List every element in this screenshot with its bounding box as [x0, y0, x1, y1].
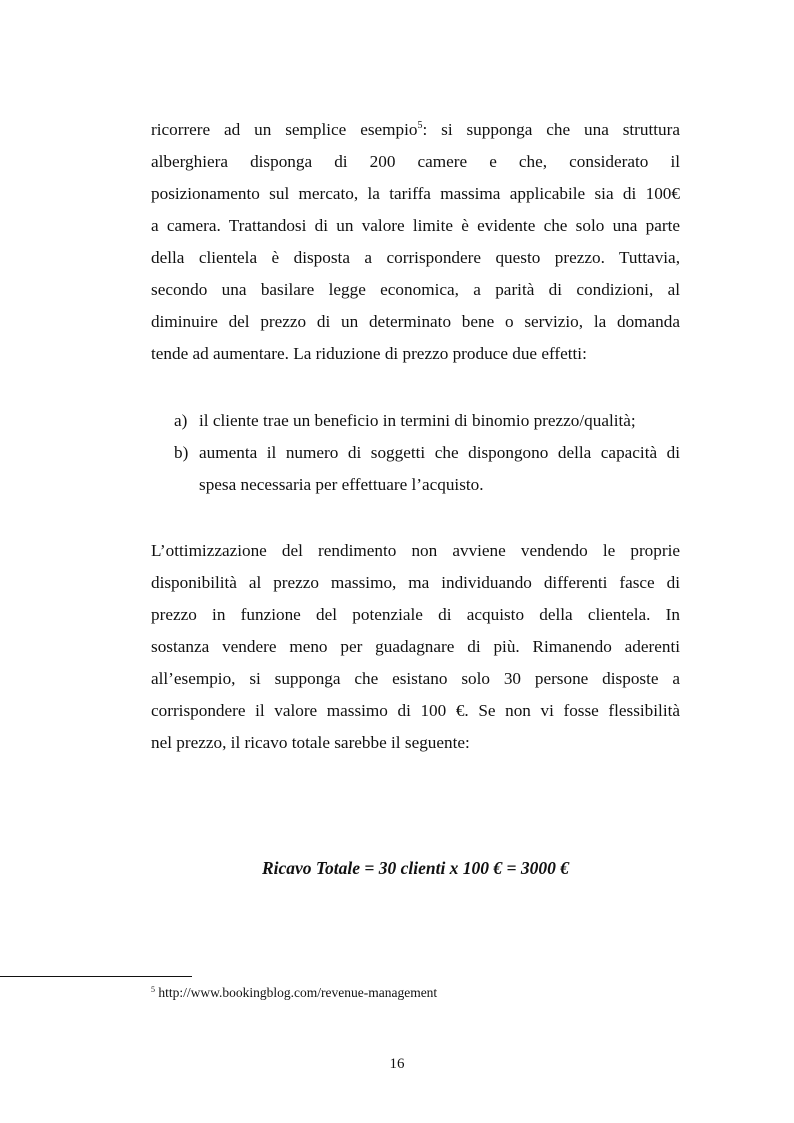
footnote-ref[interactable]: 5 — [417, 120, 423, 131]
paragraph-1-line: posizionamento sul mercato, la tariffa massima applicabile sia di 100€ — [151, 184, 680, 203]
list-item — [151, 437, 680, 469]
list-item-text: il cliente trae un beneficio in termini di binomio prezzo/qualità; — [199, 411, 636, 430]
list-item-continuation — [151, 469, 680, 501]
paragraph-2 — [151, 535, 680, 759]
paragraph-1-line: alberghiera disponga di 200 camere e che, considerato il — [151, 152, 680, 171]
paragraph-1-line: della clientela è disposta a corrispondere questo prezzo. Tuttavia, — [151, 248, 680, 267]
footnote-number: 5 — [151, 985, 155, 994]
paragraph-1-line: tende ad aumentare. La riduzione di prezzo produce due effetti: — [151, 344, 587, 363]
effects-list — [151, 405, 680, 501]
paragraph-2-line: nel prezzo, il ricavo totale sarebbe il seguente: — [151, 733, 470, 752]
list-item-text: spesa necessaria per effettuare l’acquisto. — [199, 475, 484, 494]
text-run: ricorrere ad un semplice esempio — [151, 120, 418, 139]
paragraph-2-line: disponibilità al prezzo massimo, ma individuando differenti fasce di — [151, 573, 680, 592]
revenue-formula: Ricavo Totale = 30 clienti x 100 € = 3000 € — [261, 858, 570, 878]
paragraph-1-line: diminuire del prezzo di un determinato bene o servizio, la domanda — [151, 312, 680, 331]
list-marker: a) — [174, 411, 188, 430]
paragraph-1-line — [151, 114, 680, 146]
paragraph-1 — [151, 114, 680, 370]
footnote — [151, 985, 437, 1001]
paragraph-2-line: sostanza vendere meno per guadagnare di più. Rimanendo aderenti — [151, 637, 680, 656]
list-item — [151, 405, 680, 437]
paragraph-1-line: secondo una basilare legge economica, a parità di condizioni, al — [151, 280, 680, 299]
list-item-text: aumenta il numero di soggetti che dispongono della capacità di — [199, 443, 680, 462]
paragraph-2-line: L’ottimizzazione del rendimento non avviene vendendo le proprie — [151, 541, 680, 560]
paragraph-2-line: all’esempio, si supponga che esistano solo 30 persone disposte a — [151, 669, 680, 688]
page-number: 16 — [389, 1056, 405, 1072]
footnote-divider — [0, 976, 192, 977]
list-marker: b) — [174, 443, 189, 462]
footnote-link[interactable]: http://www.bookingblog.com/revenue-management — [155, 985, 438, 1000]
paragraph-1-line: a camera. Trattandosi di un valore limite è evidente che solo una parte — [151, 216, 680, 235]
paragraph-2-line: prezzo in funzione del potenziale di acquisto della clientela. In — [151, 605, 680, 624]
paragraph-2-line: corrispondere il valore massimo di 100 €. Se non vi fosse flessibilità — [151, 701, 680, 720]
text-run: : si supponga che una struttura — [422, 120, 680, 139]
